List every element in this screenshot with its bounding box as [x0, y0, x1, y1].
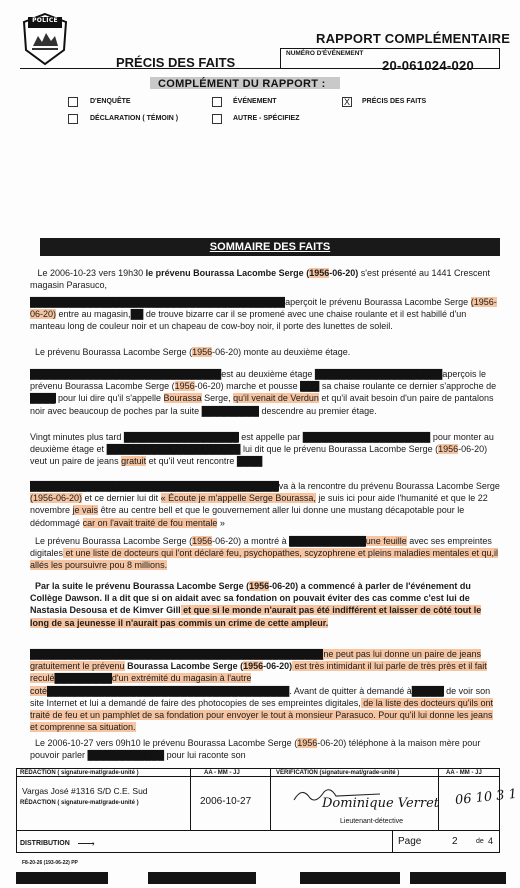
bottom-redaction-3: [300, 872, 400, 884]
bottom-redaction-1: [16, 872, 108, 884]
event-number: 20-061024-020: [382, 58, 475, 73]
footer-col-2: [270, 768, 271, 830]
number-box-right: [499, 48, 500, 69]
checkbox-evenement[interactable]: [212, 97, 222, 107]
verification-label: VÉRIFICATION (signature-mat/grade-unité ): [276, 770, 400, 776]
checkbox-enquete-label: D'ENQUÊTE: [90, 98, 131, 105]
number-box-top: [280, 48, 500, 49]
page-number: 2: [452, 836, 458, 847]
redaction-value: Vargas José #1316 S/D C.E. Sud: [22, 786, 148, 796]
paragraph-2: ████████████████████████████████████████aperçoit le prévenu Bourassa Lacombe Serge (1956-06-20) entre au magasin,██ de trouve bizarre car il se promené avec une chaise roulante et il est habillé d'un manteau long de couleur noir et un chapeau de cow-boy noir, il porte des lunettes de soleil.: [30, 297, 497, 332]
distribution-label: DISTRIBUTION: [20, 840, 70, 847]
distribution-arrow-head: ›: [92, 839, 95, 848]
footer-col-1: [190, 768, 191, 830]
signature-title: Lieutenant-détective: [340, 818, 404, 825]
paragraph-8: Par la suite le prévenu Bourassa Lacombe Serge (1956-06-20) a commencé à parler de l'événement du Collège Dawson. Il a dit que si on aidait avec sa fondation on pouvait éviter des cas comme c'est lui de Nastasia Desousa et de Kimver Gill et que si le monde n'aurait pas été indifférent et laisser de côté tout le long de sa jeunesse il n'aurait pas commis un crime de cette ampleur.: [30, 581, 482, 628]
paragraph-9: ██████████████████████████████████████████████ne peut pas lui donne un paire de jeans gratuitement le prévenu Bourassa Lacombe Serge (1956-06-20) est très intimidant il lui parle de très près et il fait reculé█████████d'un extrémité du magasin à l'autre coté██████████████████████████████████████. Avant de quitter à demandé à█████ de voir son site Internet et lui a demandé de faire des photocopies de ses empreintes digitales, de la liste des docteurs qu'ils ont traité de feu et un pamphlet de sa fondation pour envoyer le tout à monsieur Parasuco. Pour qu'il lui donne les jeans et comprenne sa situation.: [30, 649, 493, 733]
footer-rule-top: [16, 768, 500, 769]
footer-rule-bottom: [16, 852, 500, 853]
footer-rule-2: [16, 776, 500, 777]
checkbox-declaration-label: DÉCLARATION ( TÉMOIN ): [90, 115, 179, 122]
checkbox-autre[interactable]: [212, 114, 222, 124]
bottom-redaction-2: [148, 872, 256, 884]
form-code: F8-20-26 (193-06-22) PP: [22, 860, 78, 866]
date-label: AA - MM - JJ: [204, 770, 240, 776]
report-title: RAPPORT COMPLÉMENTAIRE: [316, 31, 511, 46]
checkbox-precis[interactable]: X: [343, 97, 350, 107]
number-box-left: [280, 48, 281, 69]
checkbox-enquete[interactable]: [68, 97, 78, 107]
checkbox-evenement-label: ÉVÉNEMENT: [233, 98, 277, 105]
logo-text: POLICE: [32, 17, 58, 24]
bottom-redaction-4: [410, 872, 506, 884]
redaction-label-2: RÉDACTION ( signature-mat/grade-unité ): [20, 800, 139, 806]
redaction-label: RÉDACTION ( signature-mat/grade-unité ): [20, 770, 139, 776]
checkbox-autre-label: AUTRE - SPÉCIFIEZ: [233, 115, 300, 122]
page-total: 4: [488, 836, 494, 846]
signature-name: Dominique Verret: [322, 796, 440, 811]
checkbox-declaration[interactable]: [68, 114, 78, 124]
complement-title: COMPLÉMENT DU RAPPORT :: [158, 78, 326, 90]
form-title: PRÉCIS DES FAITS: [116, 55, 236, 70]
summary-title: SOMMAIRE DES FAITS: [40, 238, 500, 256]
paragraph-5: Vingt minutes plus tard ██████████████████ est appelle par ████████████████████ pour monter au deuxième étage et █████████████████████ lui dit que le prévenu Bourassa Lacombe Serge (1956-06-20) veut un paire de jeans gratuit et qu'il veut rencontre ████: [30, 432, 494, 467]
checkbox-precis-label: PRÉCIS DES FAITS: [362, 98, 427, 105]
paragraph-7: Le prévenu Bourassa Lacombe Serge (1956-06-20) a montré à ████████████une feuille avec ses empreintes digitales et une liste de docteurs qui l'ont déclaré feu, psychopathes, scyzophrene et pleins maladies mentales et qu,il allés les poursuivre pou 8 millions.: [30, 536, 499, 571]
paragraph-1: Le 2006-10-23 vers 19h30 le prévenu Bourassa Lacombe Serge (1956-06-20) s'est présenté au 1441 Crescent magasin Parasuco,: [30, 268, 491, 291]
of-label: de: [476, 838, 484, 845]
footer-rule-left: [16, 768, 17, 853]
page-label: Page: [398, 836, 422, 847]
date-value: 2006-10-27: [200, 796, 252, 807]
date-label-2: AA - MM - JJ: [446, 770, 482, 776]
initials: 06 10 3 1: [454, 786, 518, 809]
footer-col-4: [392, 830, 393, 852]
paragraph-3: Le prévenu Bourassa Lacombe Serge (1956-06-20) monte au deuxième étage.: [35, 347, 351, 357]
footer-rule-3: [16, 830, 500, 831]
paragraph-6: ███████████████████████████████████████va à la rencontre du prévenu Bourassa Lacombe Serge (1956-06-20) et ce dernier lui dit « Écoute je m'appelle Serge Bourassa, je suis ici pour aide l'humanité et que le 22 novembre je vais être au centre bell et que le gouvernement aller lui donne une mustang décapotable pour le dédommagé car on l'avait traité de fou mentale »: [30, 481, 500, 528]
footer-rule-right: [499, 768, 500, 853]
event-number-label: NUMÉRO D'ÉVÉNEMENT: [286, 50, 364, 57]
paragraph-4: ██████████████████████████████est au deuxième étage ████████████████████aperçois le prévenu Bourassa Lacombe Serge (1956-06-20) marche et pousse ███ sa chaise roulante ce dernier s'approche de ████ pour lui dire qu'il s'appelle Bourassa Serge, qu'il venait de Verdun et qu'il avait besoin d'un paire de pantalons noir avec beaucoup de poches par la suite █████████ descendre au premier étage.: [30, 369, 497, 416]
paragraph-10: Le 2006-10-27 vers 09h10 le prévenu Bourassa Lacombe Serge (1956-06-20) téléphone à la maison mère pour pouvoir parler ████████████ pour lui raconte son: [30, 738, 481, 761]
